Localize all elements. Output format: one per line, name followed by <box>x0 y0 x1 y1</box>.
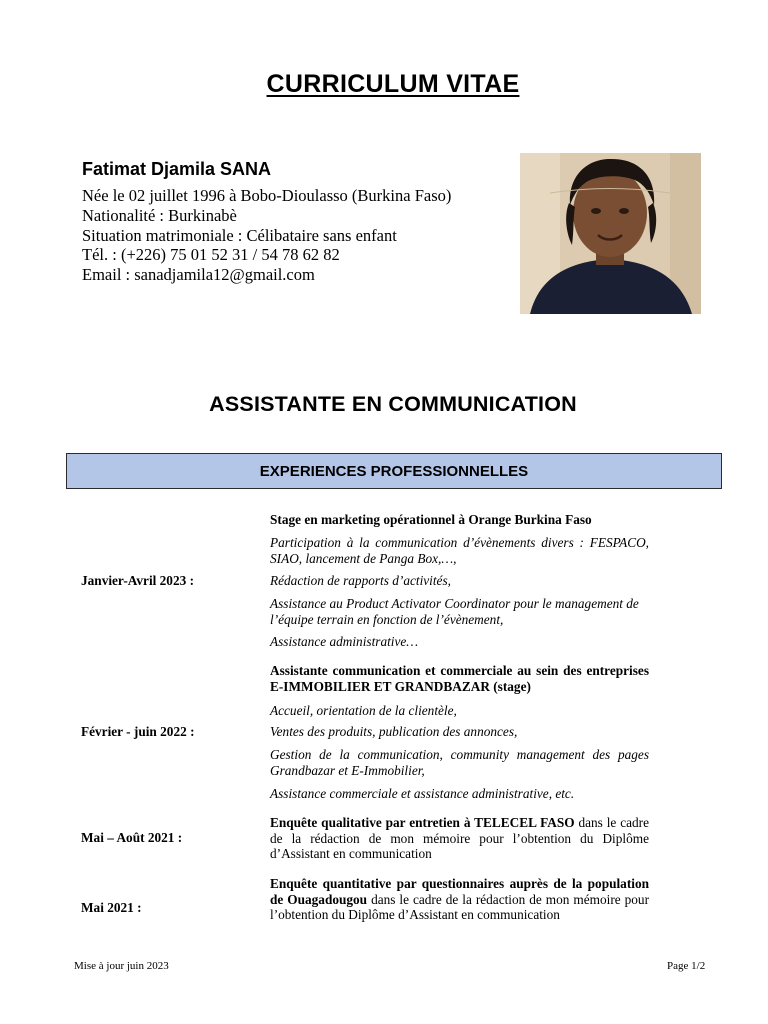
experience-item: Participation à la communication d’évènements divers : FESPACO, SIAO, lancement de Panga Box,…, <box>270 535 649 566</box>
person-name: Fatimat Djamila SANA <box>82 159 272 179</box>
marital-status-info: Situation matrimoniale : Célibataire sans enfant <box>82 225 397 245</box>
experience-item: Assistance administrative… <box>270 634 419 649</box>
section-header-experiences <box>66 453 722 489</box>
birth-info: Née le 02 juillet 1996 à Bobo-Dioulasso (Burkina Faso) <box>82 186 452 205</box>
experience-item: Gestion de la communication, community management des pages Grandbazar et E-Immobilier, <box>270 747 649 778</box>
experience-date: Mai 2021 : <box>81 900 142 915</box>
experience-heading: Enquête quantitative par questionnaires auprès de la population de Ouagadougou <box>270 876 649 907</box>
experience-date: Mai – Août 2021 : <box>81 830 183 845</box>
cv-title: CURRICULUM VITAE <box>266 70 520 98</box>
experience-date: Février - juin 2022 : <box>81 724 195 739</box>
job-title: ASSISTANTE EN COMMUNICATION <box>209 392 577 416</box>
experience-heading: Enquête qualitative par entretien à TELECEL FASO <box>270 815 575 830</box>
experience-description <box>270 815 649 862</box>
experience-item: Accueil, orientation de la clientèle, <box>270 703 457 718</box>
experience-item: Assistance au Product Activator Coordinator pour le management de l’équipe terrain en fonction de l’évènement, <box>270 596 639 627</box>
experience-item: Rédaction de rapports d’activités, <box>270 573 451 588</box>
experience-item: Ventes des produits, publication des annonces, <box>270 724 518 739</box>
footer-page-number: Page 1/2 <box>667 960 706 972</box>
personal-info <box>82 186 462 285</box>
section-title: EXPERIENCES PROFESSIONNELLES <box>259 462 529 480</box>
phone-info: Tél. : (+226) 75 01 52 31 / 54 78 62 82 <box>82 245 340 265</box>
experience-heading: Assistante communication et commerciale au sein des entreprises E-IMMOBILIER ET GRANDBAZAR (stage) <box>270 663 649 694</box>
email-info: Email : sanadjamila12@gmail.com <box>82 265 315 285</box>
profile-photo-illustration <box>520 153 701 314</box>
nationality-info: Nationalité : Burkinabè <box>82 205 237 225</box>
experience-text: dans le cadre de la rédaction de mon mémoire pour l’obtention du Diplôme d’Assistant en communication <box>270 815 649 861</box>
footer-update-date: Mise à jour juin 2023 <box>74 960 169 972</box>
profile-photo <box>520 153 701 314</box>
experience-item: Assistance commerciale et assistance administrative, etc. <box>270 786 575 801</box>
experience-heading: Stage en marketing opérationnel à Orange Burkina Faso <box>270 512 592 527</box>
experience-text: dans le cadre de la rédaction de mon mémoire pour l’obtention du Diplôme d’Assistant en communication <box>270 891 650 922</box>
experience-date: Janvier-Avril 2023 : <box>81 573 194 588</box>
experience-description <box>270 876 649 923</box>
